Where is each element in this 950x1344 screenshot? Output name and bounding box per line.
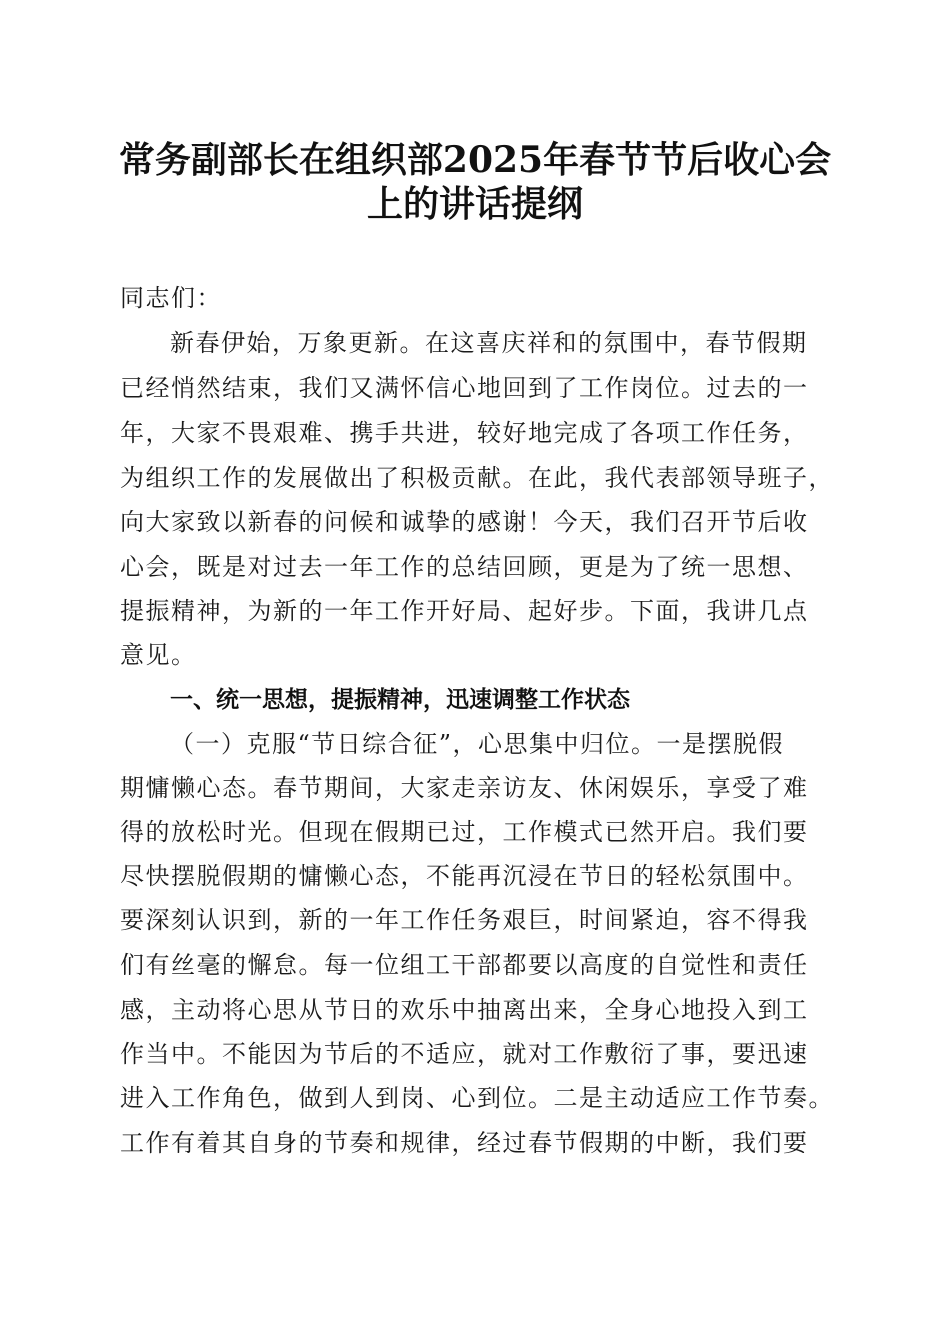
paragraph-2-line: 作当中。不能因为节后的不适应，就对工作敷衍了事，要迅速 — [120, 1040, 809, 1068]
document-title-line-1: 常务副部长在组织部2025年春节节后收心会 — [118, 139, 832, 181]
paragraph-1-line: 已经悄然结束，我们又满怀信心地回到了工作岗位。过去的一 — [120, 374, 809, 402]
paragraph-2-line: 进入工作角色，做到人到岗、心到位。二是主动适应工作节奏。 — [120, 1084, 834, 1112]
paragraph-2-line: 期慵懒心态。春节期间，大家走亲访友、休闲娱乐，享受了难 — [120, 774, 809, 802]
section-1-heading: 一、统一思想，提振精神，迅速调整工作状态 — [170, 687, 630, 713]
paragraph-1-line: 意见。 — [120, 641, 197, 669]
paragraph-1-line: 心会，既是对过去一年工作的总结回顾，更是为了统一思想、 — [120, 553, 809, 581]
paragraph-2-line: 尽快摆脱假期的慵懒心态，不能再沉浸在节日的轻松氛围中。 — [120, 862, 809, 890]
paragraph-1-line: 新春伊始，万象更新。在这喜庆祥和的氛围中，春节假期 — [170, 329, 808, 357]
paragraph-1-line: 向大家致以新春的问候和诚挚的感谢！今天，我们召开节后收 — [120, 508, 809, 536]
paragraph-1-line: 年，大家不畏艰难、携手共进，较好地完成了各项工作任务， — [120, 419, 809, 447]
paragraph-2-line: 感，主动将心思从节日的欢乐中抽离出来，全身心地投入到工 — [120, 996, 809, 1024]
paragraph-2-line: 们有丝毫的懈怠。每一位组工干部都要以高度的自觉性和责任 — [120, 951, 809, 979]
paragraph-2-line: （一）克服“节日综合征”，心思集中归位。一是摆脱假 — [170, 730, 785, 758]
paragraph-1-line: 为组织工作的发展做出了积极贡献。在此，我代表部领导班子， — [120, 464, 834, 492]
document-title-line-2: 上的讲话提纲 — [366, 183, 583, 225]
paragraph-1-line: 提振精神，为新的一年工作开好局、起好步。下面，我讲几点 — [120, 597, 809, 625]
paragraph-2-line: 工作有着其自身的节奏和规律，经过春节假期的中断，我们要 — [120, 1129, 809, 1157]
paragraph-2-line: 要深刻认识到，新的一年工作任务艰巨，时间紧迫，容不得我 — [120, 906, 809, 934]
paragraph-2-line: 得的放松时光。但现在假期已过，工作模式已然开启。我们要 — [120, 818, 809, 846]
salutation: 同志们： — [120, 284, 222, 312]
